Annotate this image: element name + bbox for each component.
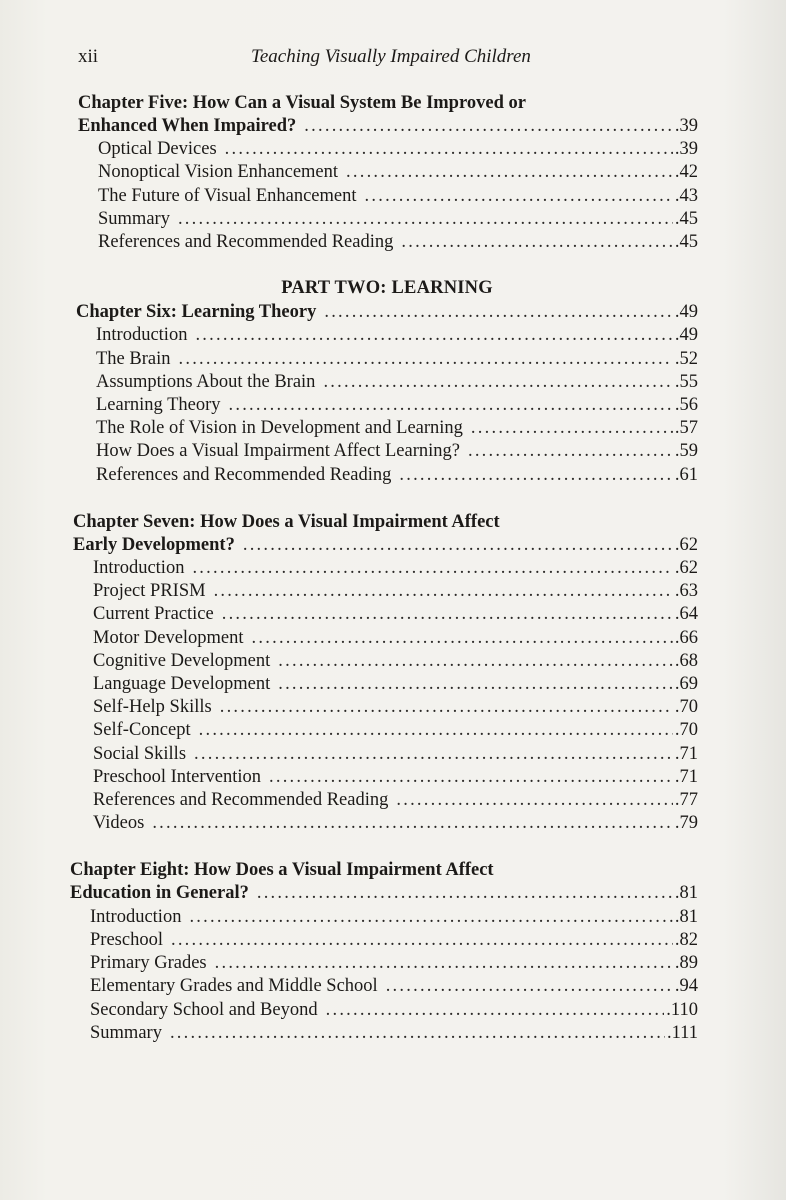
toc-entry (70, 929, 698, 952)
page-number: .63 (674, 581, 698, 602)
toc-entry (73, 789, 698, 812)
page-number: .64 (674, 604, 698, 625)
dot-leader (399, 464, 673, 487)
entry-label: The Brain (96, 348, 171, 369)
dot-leader (171, 929, 673, 952)
entry-label: Summary (98, 208, 170, 229)
toc-entry (76, 371, 698, 394)
chapter-seven (73, 511, 698, 836)
page-number: .110 (666, 999, 698, 1020)
dot-leader (257, 882, 673, 905)
chapter-five (78, 92, 698, 254)
toc-entry (70, 906, 698, 929)
page-number: .94 (674, 976, 698, 997)
toc-entry (73, 557, 698, 580)
dot-leader (252, 627, 673, 650)
page-number: .70 (674, 720, 698, 741)
entry-label: Language Development (93, 674, 271, 695)
entry-label: Motor Development (93, 627, 244, 648)
dot-leader (195, 324, 672, 347)
dot-leader (152, 812, 673, 835)
page-number: .45 (674, 232, 698, 253)
dot-leader (386, 975, 673, 998)
page-number: .82 (674, 929, 698, 950)
dot-leader (323, 371, 672, 394)
chapter-title-line: Education in General? (70, 883, 249, 904)
dot-leader (396, 789, 673, 812)
dot-leader (170, 1022, 665, 1045)
dot-leader (346, 161, 673, 184)
toc-entry (70, 999, 698, 1022)
toc-entry (73, 580, 698, 603)
page-number: .43 (674, 185, 698, 206)
dot-leader (324, 301, 673, 324)
dot-leader (468, 440, 673, 463)
page-number: .61 (674, 464, 698, 485)
page-number: .81 (674, 883, 698, 904)
entry-label: Preschool Intervention (93, 766, 261, 787)
toc-entry (73, 673, 698, 696)
toc-entry (78, 161, 698, 184)
entry-label: References and Recommended Reading (96, 464, 392, 485)
entry-label: Self-Concept (93, 720, 191, 741)
chapter-title-line: Chapter Five: How Can a Visual System Be Improved or (78, 93, 526, 113)
page-number: .62 (674, 558, 698, 579)
entry-label: Cognitive Development (93, 650, 271, 671)
page-folio: xii (78, 46, 99, 67)
toc-entry (76, 324, 698, 347)
running-head (78, 46, 704, 72)
dot-leader (215, 952, 673, 975)
entry-label: Social Skills (93, 743, 187, 764)
entry-label: References and Recommended Reading (98, 232, 394, 253)
entry-label: How Does a Visual Impairment Affect Learning? (96, 441, 460, 462)
toc-entry (76, 464, 698, 487)
dot-leader (194, 743, 673, 766)
dot-leader (225, 138, 673, 161)
entry-label: Secondary School and Beyond (90, 999, 318, 1020)
dot-leader (189, 906, 672, 929)
page-number: .55 (674, 371, 698, 392)
chapter-title-row (78, 115, 698, 138)
chapter-title-row (70, 882, 698, 905)
page-number: .79 (674, 813, 698, 834)
chapter-title-line: Early Development? (73, 534, 235, 555)
toc-entry (70, 1022, 698, 1045)
entry-label: Current Practice (93, 604, 214, 625)
page-number: .39 (674, 116, 698, 136)
toc-entry (73, 766, 698, 789)
dot-leader (365, 185, 673, 208)
toc-entry (78, 208, 698, 231)
chapter-six (76, 278, 698, 487)
entry-label: Optical Devices (98, 139, 217, 160)
toc-entry (73, 812, 698, 835)
page-number: .81 (674, 906, 698, 927)
page-number: .57 (674, 418, 698, 439)
page-number: .56 (674, 395, 698, 416)
chapter-title-line: Chapter Eight: How Does a Visual Impairment Affect (70, 860, 494, 881)
toc-entry (76, 348, 698, 371)
entry-label: References and Recommended Reading (93, 790, 389, 811)
dot-leader (229, 394, 673, 417)
page-number: .69 (674, 674, 698, 695)
toc-entry (73, 627, 698, 650)
page-number: .70 (674, 697, 698, 718)
entry-label: Nonoptical Vision Enhancement (98, 162, 339, 183)
page-number: .45 (674, 208, 698, 229)
table-of-contents (70, 92, 698, 1069)
chapter-title-line: Enhanced When Impaired? (78, 116, 297, 136)
entry-label: Introduction (90, 906, 182, 927)
book-title: Teaching Visually Impaired Children (251, 46, 531, 67)
toc-entry (76, 440, 698, 463)
chapter-title-row (73, 534, 698, 557)
toc-entry (76, 394, 698, 417)
toc-entry (78, 185, 698, 208)
entry-label: The Role of Vision in Development and Learning (96, 418, 463, 439)
page-number: .52 (674, 348, 698, 369)
toc-entry (73, 650, 698, 673)
page-number: .39 (674, 139, 698, 160)
page-number: .62 (674, 534, 698, 555)
toc-entry (78, 231, 698, 254)
page-number: .68 (674, 650, 698, 671)
dot-leader (222, 603, 673, 626)
dot-leader (178, 208, 673, 231)
page-number: .77 (674, 790, 698, 811)
dot-leader (304, 115, 673, 138)
page-number: .89 (674, 953, 698, 974)
entry-label: Preschool (90, 929, 163, 950)
entry-label: Self-Help Skills (93, 697, 212, 718)
toc-entry (76, 417, 698, 440)
toc-entry (78, 138, 698, 161)
page-number: .49 (674, 325, 698, 346)
dot-leader (179, 348, 673, 371)
dot-leader (214, 580, 673, 603)
toc-entry (73, 696, 698, 719)
dot-leader (401, 231, 673, 254)
dot-leader (199, 719, 673, 742)
dot-leader (326, 999, 665, 1022)
entry-label: Introduction (93, 558, 185, 579)
page-number: .59 (674, 441, 698, 462)
dot-leader (278, 673, 673, 696)
entry-label: Primary Grades (90, 953, 207, 974)
entry-label: Summary (90, 1022, 162, 1043)
dot-leader (220, 696, 673, 719)
entry-label: Videos (93, 813, 145, 834)
dot-leader (192, 557, 672, 580)
toc-entry (70, 952, 698, 975)
entry-label: Introduction (96, 325, 188, 346)
chapter-title-row (76, 301, 698, 324)
chapter-title-line: Chapter Six: Learning Theory (76, 302, 317, 323)
entry-label: The Future of Visual Enhancement (98, 185, 357, 206)
entry-label: Project PRISM (93, 581, 206, 602)
dot-leader (471, 417, 673, 440)
page-number: .71 (674, 766, 698, 787)
chapter-eight (70, 859, 698, 1044)
toc-entry (73, 603, 698, 626)
entry-label: Assumptions About the Brain (96, 371, 316, 392)
dot-leader (278, 650, 673, 673)
page-number: .42 (674, 162, 698, 183)
entry-label: Learning Theory (96, 395, 221, 416)
page-number: .111 (666, 1022, 698, 1043)
entry-label: Elementary Grades and Middle School (90, 976, 378, 997)
chapter-title-line: Chapter Seven: How Does a Visual Impairment Affect (73, 511, 500, 532)
page-number: .66 (674, 627, 698, 648)
page-number: .71 (674, 743, 698, 764)
dot-leader (243, 534, 673, 557)
toc-entry (73, 719, 698, 742)
part-heading: PART TWO: LEARNING (281, 278, 493, 299)
toc-entry (70, 975, 698, 998)
toc-entry (73, 743, 698, 766)
dot-leader (269, 766, 673, 789)
page-number: .49 (674, 302, 698, 323)
